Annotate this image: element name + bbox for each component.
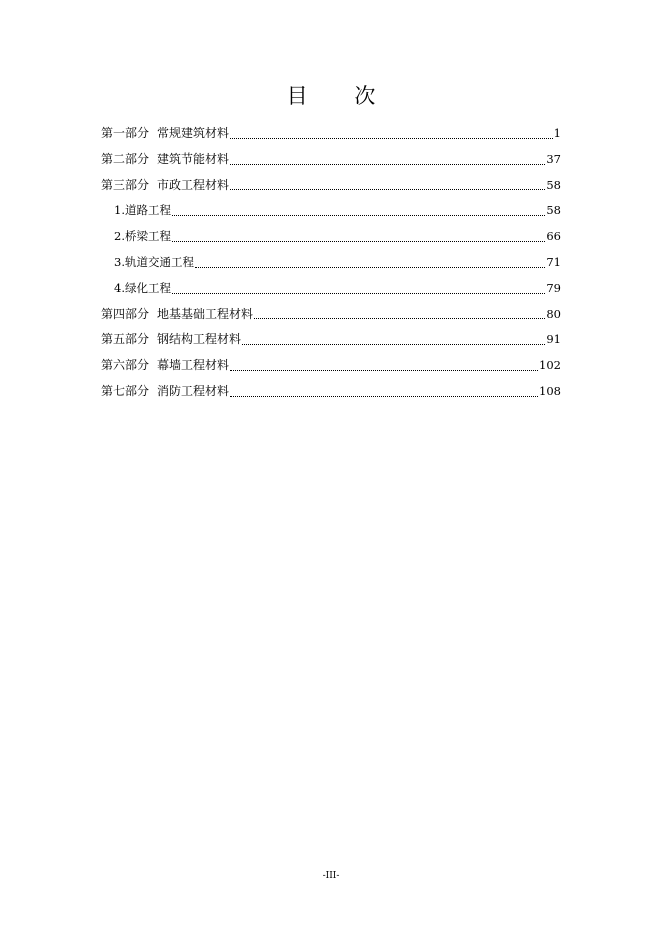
toc-page-number: 58 bbox=[546, 177, 561, 192]
toc-entry-title: 4.绿化工程 bbox=[114, 280, 171, 295]
toc-entry-part-3[interactable] bbox=[101, 173, 561, 199]
toc-part-label: 第五部分 bbox=[101, 332, 150, 347]
dot-leader bbox=[230, 369, 538, 371]
toc-entry-part-4[interactable] bbox=[101, 302, 561, 328]
toc-page-number: 71 bbox=[546, 254, 561, 269]
toc-part-label: 第七部分 bbox=[101, 383, 150, 398]
dot-leader bbox=[172, 292, 545, 294]
toc-entry-title: 幕墙工程材料 bbox=[157, 358, 230, 373]
toc-entry-part-5[interactable] bbox=[101, 327, 561, 353]
toc-page-number: 79 bbox=[546, 280, 561, 295]
toc-page-number: 108 bbox=[539, 383, 561, 398]
toc-page-number: 1 bbox=[553, 126, 561, 140]
toc-page-number: 102 bbox=[539, 358, 561, 373]
toc-part-label: 第三部分 bbox=[101, 177, 150, 192]
dot-leader bbox=[230, 137, 553, 139]
toc-page-number: 91 bbox=[546, 332, 561, 347]
toc-entry-title: 建筑节能材料 bbox=[157, 151, 230, 166]
dot-leader bbox=[172, 240, 545, 242]
toc-part-label: 第二部分 bbox=[101, 151, 150, 166]
toc-part-label: 第六部分 bbox=[101, 358, 150, 373]
dot-leader bbox=[254, 317, 545, 319]
toc-entry-title: 消防工程材料 bbox=[157, 383, 230, 398]
dot-leader bbox=[230, 395, 538, 397]
toc-entry-title: 市政工程材料 bbox=[157, 177, 230, 192]
toc-part-label: 第一部分 bbox=[101, 126, 150, 140]
toc-entry-part-7[interactable] bbox=[101, 379, 561, 405]
page-footer-number: -III- bbox=[322, 871, 340, 881]
dot-leader bbox=[230, 163, 545, 165]
toc-subentry-road[interactable] bbox=[101, 198, 561, 224]
toc-subentry-rail[interactable] bbox=[101, 250, 561, 276]
toc-entry-title: 常规建筑材料 bbox=[157, 126, 230, 140]
dot-leader bbox=[172, 214, 545, 216]
page-title: 目 次 bbox=[286, 84, 396, 108]
toc-subentry-bridge[interactable] bbox=[101, 224, 561, 250]
table-of-contents bbox=[101, 121, 561, 405]
toc-page-number: 66 bbox=[546, 229, 561, 244]
toc-entry-title: 钢结构工程材料 bbox=[157, 332, 242, 347]
dot-leader bbox=[230, 188, 545, 190]
dot-leader bbox=[242, 343, 545, 345]
toc-entry-part-6[interactable] bbox=[101, 353, 561, 379]
toc-entry-title: 2.桥梁工程 bbox=[114, 229, 171, 244]
toc-page-number: 58 bbox=[546, 203, 561, 218]
toc-entry-title: 3.轨道交通工程 bbox=[114, 254, 194, 269]
dot-leader bbox=[195, 266, 545, 268]
toc-page-number: 80 bbox=[546, 306, 561, 321]
toc-page-number: 37 bbox=[546, 151, 561, 166]
toc-subentry-greening[interactable] bbox=[101, 276, 561, 302]
toc-entry-title: 地基基础工程材料 bbox=[157, 306, 254, 321]
toc-entry-part-1[interactable] bbox=[101, 121, 561, 147]
toc-part-label: 第四部分 bbox=[101, 306, 150, 321]
toc-entry-title: 1.道路工程 bbox=[114, 203, 171, 218]
toc-entry-part-2[interactable] bbox=[101, 147, 561, 173]
